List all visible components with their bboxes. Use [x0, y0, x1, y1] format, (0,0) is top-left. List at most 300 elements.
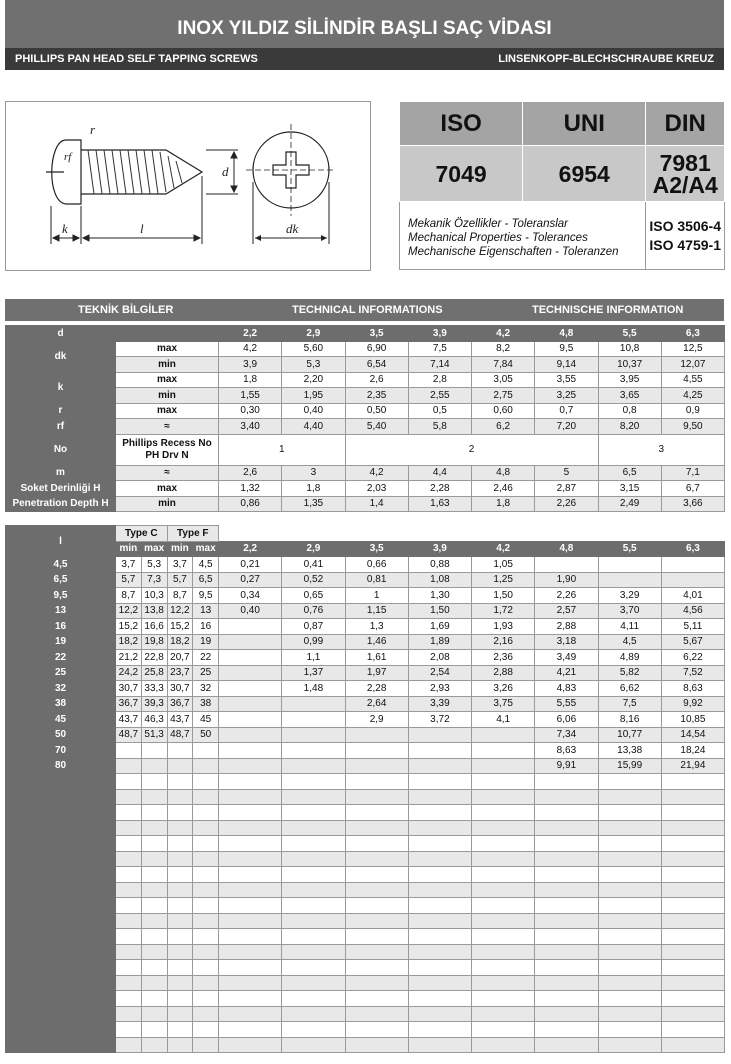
row-h-min	[6, 496, 725, 512]
empty-cell	[193, 898, 219, 914]
empty-cell	[598, 820, 661, 836]
empty-cell	[116, 975, 142, 991]
weight-value: 5,67	[661, 634, 724, 650]
empty-cell	[141, 929, 167, 945]
screw-diagram-svg	[6, 102, 370, 270]
type-f-min: 36,7	[167, 696, 193, 712]
empty-cell	[282, 1037, 345, 1053]
weight-value: 2,54	[408, 665, 471, 681]
subtitle-english: PHILLIPS PAN HEAD SELF TAPPING SCREWS	[15, 53, 258, 65]
length-value: 9,5	[6, 588, 116, 604]
dk-max-value: 7,5	[408, 341, 471, 357]
empty-cell	[408, 1022, 471, 1038]
empty-cell	[345, 975, 408, 991]
length-value: 6,5	[6, 572, 116, 588]
empty-cell	[282, 929, 345, 945]
type-c-max: 16,6	[141, 619, 167, 635]
type-f-min: 5,7	[167, 572, 193, 588]
empty-cell	[535, 774, 598, 790]
mech-de: Mechanische Eigenschaften - Toleranzen	[408, 245, 619, 258]
h-min-value: 2,49	[598, 496, 661, 512]
empty-cell	[472, 1022, 535, 1038]
empty-cell	[535, 867, 598, 883]
empty-cell	[661, 975, 724, 991]
type-f-max: 22	[193, 650, 219, 666]
length-value: 4,5	[6, 557, 116, 573]
empty-cell	[598, 991, 661, 1007]
empty-cell	[408, 929, 471, 945]
empty-cell	[282, 898, 345, 914]
empty-cell	[598, 1037, 661, 1053]
type-f-max	[193, 758, 219, 774]
empty-cell	[408, 991, 471, 1007]
type-f-min: 20,7	[167, 650, 193, 666]
empty-cell	[167, 944, 193, 960]
weight-value: 1,46	[345, 634, 408, 650]
empty-cell	[598, 1022, 661, 1038]
empty-cell	[472, 836, 535, 852]
empty-cell	[167, 774, 193, 790]
length-row	[6, 929, 725, 945]
length-row	[6, 960, 725, 976]
length-value: 50	[6, 727, 116, 743]
empty-cell	[535, 1006, 598, 1022]
empty-cell	[167, 836, 193, 852]
weight-value: 0,65	[282, 588, 345, 604]
empty-cell	[141, 913, 167, 929]
empty-cell	[219, 1022, 282, 1038]
weight-value: 14,54	[661, 727, 724, 743]
empty-cell	[219, 882, 282, 898]
page-header	[5, 0, 724, 70]
length-row	[6, 975, 725, 991]
dk-min-value: 6,54	[345, 357, 408, 373]
empty-cell	[6, 898, 116, 914]
type-f-max: 9,5	[193, 588, 219, 604]
empty-cell	[6, 789, 116, 805]
weight-value: 4,5	[598, 634, 661, 650]
empty-cell	[141, 774, 167, 790]
empty-cell	[141, 836, 167, 852]
empty-cell	[193, 851, 219, 867]
length-value: 16	[6, 619, 116, 635]
length-type-header	[6, 526, 725, 542]
minmax-header: max	[141, 541, 167, 557]
empty-cell	[116, 867, 142, 883]
empty-cell	[472, 1037, 535, 1053]
weight-value: 3,75	[472, 696, 535, 712]
type-c-min: 15,2	[116, 619, 142, 635]
empty-cell	[6, 991, 116, 1007]
empty-cell	[116, 913, 142, 929]
empty-cell	[219, 944, 282, 960]
weight-value: 1,93	[472, 619, 535, 635]
label-dk: dk	[286, 221, 299, 236]
weight-value: 1,37	[282, 665, 345, 681]
weight-value: 0,76	[282, 603, 345, 619]
type-f-min: 43,7	[167, 712, 193, 728]
row-label-rf: rf	[6, 419, 116, 435]
type-c-min: 18,2	[116, 634, 142, 650]
empty-cell	[116, 774, 142, 790]
h-max-value: 3,15	[598, 481, 661, 497]
empty-cell	[219, 913, 282, 929]
empty-cell	[472, 960, 535, 976]
empty-cell	[408, 975, 471, 991]
empty-cell	[6, 913, 116, 929]
empty-cell	[116, 836, 142, 852]
length-value: 70	[6, 743, 116, 759]
weight-value: 1,3	[345, 619, 408, 635]
length-value: 22	[6, 650, 116, 666]
empty-cell	[345, 820, 408, 836]
empty-cell	[167, 867, 193, 883]
type-f-min: 3,7	[167, 557, 193, 573]
weight-value	[661, 557, 724, 573]
weight-value	[598, 572, 661, 588]
k-min-value: 1,95	[282, 388, 345, 404]
page-title: INOX YILDIZ SİLİNDİR BAŞLI SAÇ VİDASI	[5, 0, 724, 48]
empty-cell	[219, 960, 282, 976]
type-f-min: 30,7	[167, 681, 193, 697]
weight-value: 0,66	[345, 557, 408, 573]
type-c-max: 19,8	[141, 634, 167, 650]
weight-value: 4,01	[661, 588, 724, 604]
length-value: 45	[6, 712, 116, 728]
weight-value	[219, 743, 282, 759]
empty-cell	[6, 1022, 116, 1038]
empty-cell	[282, 960, 345, 976]
h-min-value: 2,26	[535, 496, 598, 512]
weight-value: 5,55	[535, 696, 598, 712]
length-row	[6, 882, 725, 898]
type-f-min: 23,7	[167, 665, 193, 681]
empty-cell	[167, 991, 193, 1007]
dk-min-value: 9,14	[535, 357, 598, 373]
empty-cell	[141, 898, 167, 914]
type-f-min	[167, 758, 193, 774]
size-header: 3,5	[345, 541, 408, 557]
type-c-max	[141, 758, 167, 774]
length-row	[6, 789, 725, 805]
h-min-value: 3,66	[661, 496, 724, 512]
empty-cell	[282, 820, 345, 836]
size-header: 2,2	[219, 326, 282, 342]
h-min-value: 1,35	[282, 496, 345, 512]
dk-min-value: 5,3	[282, 357, 345, 373]
empty-cell	[6, 882, 116, 898]
weight-value	[408, 758, 471, 774]
k-max-value: 3,95	[598, 372, 661, 388]
iso-tol-1: ISO 3506-4	[649, 217, 721, 234]
weight-value: 1,69	[408, 619, 471, 635]
empty-cell	[598, 526, 661, 542]
empty-cell	[598, 898, 661, 914]
empty-cell	[6, 774, 116, 790]
empty-cell	[167, 820, 193, 836]
weight-value	[472, 743, 535, 759]
m-value: 2,6	[219, 465, 282, 481]
sub-label: min	[116, 496, 219, 512]
empty-cell	[282, 789, 345, 805]
size-header: 3,9	[408, 326, 471, 342]
type-f-min: 12,2	[167, 603, 193, 619]
r-max-value: 0,60	[472, 403, 535, 419]
k-max-value: 2,8	[408, 372, 471, 388]
recess-label	[116, 434, 219, 465]
k-max-value: 1,8	[219, 372, 282, 388]
length-value: 38	[6, 696, 116, 712]
empty-cell	[167, 1006, 193, 1022]
h-max-value: 2,03	[345, 481, 408, 497]
empty-cell	[141, 944, 167, 960]
std-uni-value: 6954	[523, 146, 646, 202]
type-c-max: 22,8	[141, 650, 167, 666]
empty-cell	[193, 944, 219, 960]
weight-value: 3,29	[598, 588, 661, 604]
std-iso-value: 7049	[400, 146, 523, 202]
rf-value: 4,40	[282, 419, 345, 435]
dk-max-value: 10,8	[598, 341, 661, 357]
empty-cell	[598, 975, 661, 991]
empty-cell	[193, 836, 219, 852]
empty-cell	[472, 851, 535, 867]
weight-value	[219, 650, 282, 666]
minmax-header: min	[116, 541, 142, 557]
weight-value: 9,91	[535, 758, 598, 774]
row-recess	[6, 434, 725, 465]
weight-value: 2,16	[472, 634, 535, 650]
empty-cell	[408, 1006, 471, 1022]
weight-value: 3,39	[408, 696, 471, 712]
empty-cell	[535, 991, 598, 1007]
empty-cell	[219, 851, 282, 867]
length-row	[6, 867, 725, 883]
empty-cell	[141, 1022, 167, 1038]
label-r: r	[90, 122, 96, 137]
empty-cell	[282, 1022, 345, 1038]
weight-value: 21,94	[661, 758, 724, 774]
empty-cell	[472, 929, 535, 945]
empty-cell	[141, 851, 167, 867]
empty-cell	[6, 851, 116, 867]
empty-cell	[167, 1037, 193, 1053]
empty-cell	[408, 836, 471, 852]
empty-cell	[6, 929, 116, 945]
k-min-value: 3,25	[535, 388, 598, 404]
type-c-max: 51,3	[141, 727, 167, 743]
minmax-header: min	[167, 541, 193, 557]
empty-cell	[116, 1037, 142, 1053]
empty-cell	[661, 774, 724, 790]
weight-value: 2,88	[472, 665, 535, 681]
empty-cell	[408, 526, 471, 542]
empty-cell	[219, 1006, 282, 1022]
empty-cell	[598, 774, 661, 790]
r-max-value: 0,30	[219, 403, 282, 419]
empty-cell	[598, 882, 661, 898]
iso-tolerances	[646, 202, 725, 270]
type-f-min: 18,2	[167, 634, 193, 650]
section-tr: TEKNİK BİLGİLER	[78, 304, 174, 316]
empty-cell	[408, 882, 471, 898]
weight-value: 3,70	[598, 603, 661, 619]
k-max-value: 3,05	[472, 372, 535, 388]
type-f-max: 4,5	[193, 557, 219, 573]
empty-cell	[661, 867, 724, 883]
weight-value: 2,26	[535, 588, 598, 604]
empty-cell	[661, 991, 724, 1007]
k-min-value: 2,55	[408, 388, 471, 404]
empty-cell	[345, 836, 408, 852]
k-max-value: 2,6	[345, 372, 408, 388]
dk-max-value: 8,2	[472, 341, 535, 357]
h-max-value: 1,8	[282, 481, 345, 497]
length-row	[6, 572, 725, 588]
weight-value: 5,11	[661, 619, 724, 635]
empty-cell	[167, 851, 193, 867]
empty-cell	[219, 898, 282, 914]
empty-cell	[116, 944, 142, 960]
m-value: 4,8	[472, 465, 535, 481]
size-header: 2,9	[282, 326, 345, 342]
weight-value	[219, 619, 282, 635]
label-l: l	[140, 221, 144, 236]
empty-cell	[141, 882, 167, 898]
empty-cell	[661, 851, 724, 867]
size-header: 4,2	[472, 541, 535, 557]
length-row	[6, 696, 725, 712]
empty-cell	[167, 913, 193, 929]
empty-cell	[6, 960, 116, 976]
empty-cell	[116, 1006, 142, 1022]
row-label-m: m	[6, 465, 116, 481]
empty-cell	[535, 913, 598, 929]
empty-cell	[282, 836, 345, 852]
empty-cell	[472, 991, 535, 1007]
dk-min-value: 7,84	[472, 357, 535, 373]
empty-cell	[219, 820, 282, 836]
empty-cell	[345, 851, 408, 867]
empty-cell	[193, 1037, 219, 1053]
subtitle-bar	[5, 48, 724, 70]
empty-cell	[219, 975, 282, 991]
type-c-max: 13,8	[141, 603, 167, 619]
mechanical-properties	[400, 202, 646, 270]
empty-cell	[345, 960, 408, 976]
weight-value: 0,81	[345, 572, 408, 588]
empty-cell	[219, 1037, 282, 1053]
type-c-min: 36,7	[116, 696, 142, 712]
section-de: TECHNISCHE INFORMATION	[532, 304, 684, 316]
r-max-value: 0,7	[535, 403, 598, 419]
weight-value: 2,64	[345, 696, 408, 712]
empty-cell	[6, 820, 116, 836]
weight-value: 1,89	[408, 634, 471, 650]
empty-cell	[598, 836, 661, 852]
empty-cell	[193, 1022, 219, 1038]
weight-value: 0,87	[282, 619, 345, 635]
empty-cell	[167, 805, 193, 821]
empty-cell	[598, 929, 661, 945]
sub-label: max	[116, 341, 219, 357]
rf-value: 5,8	[408, 419, 471, 435]
empty-cell	[193, 789, 219, 805]
weight-value	[345, 758, 408, 774]
length-table	[5, 525, 725, 1053]
empty-cell	[661, 1022, 724, 1038]
empty-cell	[141, 805, 167, 821]
section-header	[5, 299, 724, 321]
type-c-max: 46,3	[141, 712, 167, 728]
h-min-value: 1,4	[345, 496, 408, 512]
empty-cell	[661, 882, 724, 898]
empty-cell	[167, 929, 193, 945]
empty-cell	[535, 975, 598, 991]
empty-cell	[661, 960, 724, 976]
weight-value: 0,99	[282, 634, 345, 650]
length-row	[6, 727, 725, 743]
weight-value	[408, 743, 471, 759]
empty-cell	[661, 1006, 724, 1022]
m-value: 5	[535, 465, 598, 481]
sub-label: max	[116, 403, 219, 419]
empty-cell	[408, 805, 471, 821]
length-row	[6, 634, 725, 650]
type-f-header: Type F	[167, 526, 219, 542]
weight-value	[472, 727, 535, 743]
empty-cell	[167, 789, 193, 805]
empty-cell	[282, 944, 345, 960]
empty-cell	[598, 805, 661, 821]
weight-value: 4,56	[661, 603, 724, 619]
weight-value: 0,52	[282, 572, 345, 588]
empty-cell	[116, 960, 142, 976]
size-header: 3,9	[408, 541, 471, 557]
empty-cell	[535, 526, 598, 542]
weight-value: 4,89	[598, 650, 661, 666]
weight-value: 0,21	[219, 557, 282, 573]
length-row	[6, 851, 725, 867]
weight-value	[598, 557, 661, 573]
weight-value: 0,41	[282, 557, 345, 573]
h-max-value: 1,32	[219, 481, 282, 497]
dk-min-value: 10,37	[598, 357, 661, 373]
empty-cell	[6, 1037, 116, 1053]
type-f-max: 16	[193, 619, 219, 635]
empty-cell	[116, 789, 142, 805]
row-h-max	[6, 481, 725, 497]
empty-cell	[661, 789, 724, 805]
row-label-no: No	[6, 434, 116, 465]
weight-value: 1,72	[472, 603, 535, 619]
sub-label: ≈	[116, 465, 219, 481]
weight-value: 1	[345, 588, 408, 604]
empty-cell	[219, 789, 282, 805]
empty-cell	[535, 898, 598, 914]
empty-cell	[6, 975, 116, 991]
weight-value: 1,97	[345, 665, 408, 681]
empty-cell	[535, 882, 598, 898]
empty-cell	[535, 960, 598, 976]
weight-value: 3,49	[535, 650, 598, 666]
empty-cell	[472, 882, 535, 898]
empty-cell	[116, 882, 142, 898]
weight-value: 6,62	[598, 681, 661, 697]
empty-cell	[598, 913, 661, 929]
h-min-value: 1,8	[472, 496, 535, 512]
weight-value	[282, 743, 345, 759]
